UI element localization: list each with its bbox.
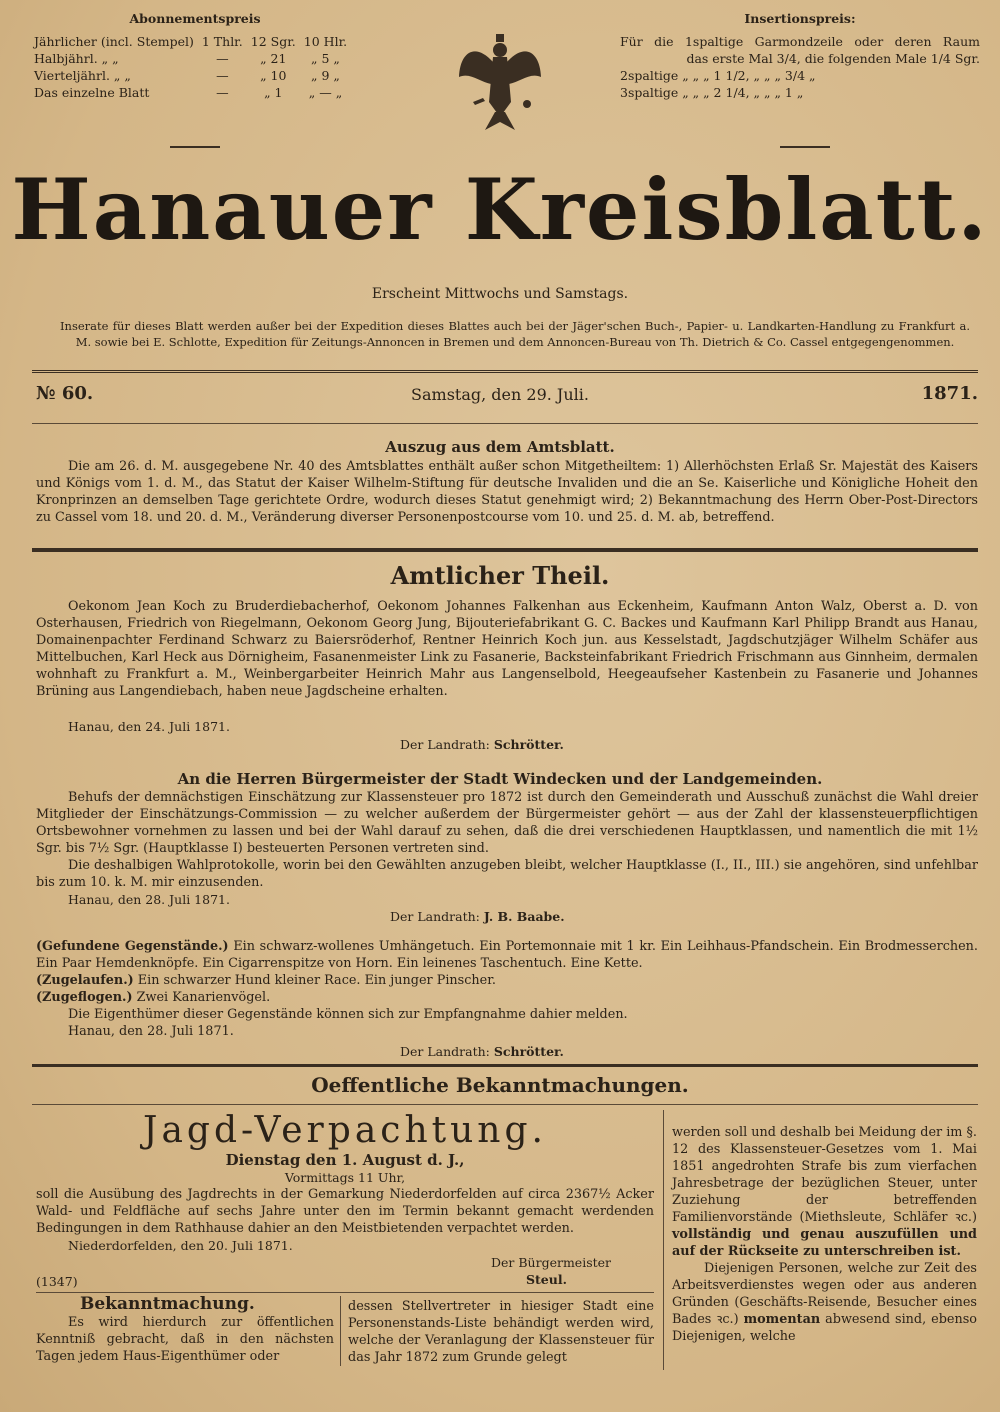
signature-label: Der Landrath: — [400, 1044, 490, 1059]
issue-year: 1871. — [921, 383, 978, 404]
dateline: Niederdorfelden, den 20. Juli 1871. — [68, 1238, 293, 1253]
jagd-title: Jagd-Verpachtung. — [143, 1110, 547, 1151]
subscription-row — [30, 33, 351, 50]
subscription-cell: Das einzelne Blatt — [34, 85, 150, 100]
subscription-cell: Vierteljährl. „ „ — [34, 68, 131, 83]
signature-name: Schrötter. — [493, 737, 564, 752]
bek-emphasis: vollständig und genau auszufüllen und auf der Rückseite zu unterschreiben ist. — [672, 1227, 977, 1259]
bek-text: abwesend sind, ebenso Diejenigen, welche — [672, 1312, 977, 1344]
found-text: Ein schwarz-wollenes Umhängetuch. Ein Portemonnaie mit 1 kr. Ein Leihhaus-Pfandschein. Ein Brodmesserchen. Ein Paar Hemdenknöpfe. Ein Cigarrenspitze von Horn. Ein leinenes Taschentuch. Eine Kette. — [36, 939, 978, 971]
bek-emphasis: momentan — [743, 1312, 821, 1327]
subscription-row — [30, 84, 351, 101]
signature-label: Der Bürgermeister — [491, 1255, 612, 1270]
dateline: Hanau, den 24. Juli 1871. — [68, 719, 230, 734]
tax-notice — [36, 789, 978, 908]
subscription-cell: 12 Sgr. — [250, 34, 296, 49]
subscription-cell: Jährlicher (incl. Stempel) — [34, 34, 194, 49]
eagle-icon — [455, 32, 545, 132]
subscription-title: Abonnementspreis — [129, 11, 261, 26]
column-divider — [340, 1296, 341, 1366]
signature-name: Schrötter. — [493, 1044, 564, 1059]
auszug-text: Die am 26. d. M. ausgegebene Nr. 40 des Amtsblattes enthält außer schon Mitgetheiltem: 1) Allerhöchsten Erlaß Sr. Majestät des Kaisers und Königs vom 1. d. M., das Statut der Kaiser Wilhelm-Stiftung für deutsche Invaliden und die an Se. Kaiserliche und Königliche Hoheit den Kronprinzen an demselben Tage gerichtete Ordre, wodurch dieses Statut genehmigt wird; 2) Bekanntmachung des Herrn Ober-Post-Directors zu Cassel vom 18. und 20. d. M., Veränderung diverser Personenpostcourse vom 10. und 25. d. M. ab, betreffend. — [36, 459, 978, 525]
subscription-cell: — — [216, 68, 229, 83]
divider — [36, 1292, 654, 1293]
insertion-line: das erste Mal 3/4, die folgenden Male 1/4 Sgr. — [686, 51, 980, 66]
fly-label: (Zugeflogen.) — [36, 990, 133, 1005]
bek-text: Es wird hierdurch zur öffentlichen Kenntniß gebracht, daß in den nächsten Tagen jedem Haus-Eigenthümer oder — [36, 1315, 334, 1364]
bek-title: Bekanntmachung. — [80, 1294, 255, 1314]
dateline: Hanau, den 28. Juli 1871. — [68, 892, 230, 907]
masthead-title: Hanauer Kreisblatt. — [11, 160, 989, 259]
subscription-cell: 1 Thlr. — [201, 34, 243, 49]
insertion-title: Insertionspreis: — [744, 11, 856, 26]
ornament-rule — [780, 146, 830, 148]
signature-label: Der Landrath: — [390, 909, 480, 924]
issue-date: Samstag, den 29. Juli. — [411, 385, 589, 404]
signature — [400, 736, 564, 753]
header-double-rule — [32, 370, 978, 376]
subscription-row — [30, 50, 351, 67]
auszug-heading: Auszug aus dem Amtsblatt. — [385, 438, 615, 456]
reference-number: (1347) — [36, 1274, 78, 1289]
subscription-cell: „ 10 — [260, 68, 287, 83]
signature-label: Der Landrath: — [400, 737, 490, 752]
insertion-line: 2spaltige „ „ „ 1 1/2, „ „ „ 3/4 „ — [620, 68, 816, 83]
subscription-cell: — — [216, 51, 229, 66]
run-label: (Zugelaufen.) — [36, 973, 134, 988]
jagd-notice — [36, 1110, 654, 1288]
column-divider — [663, 1110, 664, 1370]
issue-number: № 60. — [36, 383, 94, 404]
subscription-cell: „ 1 — [264, 85, 283, 100]
fly-text: Zwei Kanarienvögel. — [136, 990, 271, 1005]
section-heading-amtlich: Amtlicher Theil. — [390, 561, 610, 590]
section-heading-oeffentlich: Oeffentliche Bekanntmachungen. — [311, 1073, 689, 1097]
bek-text-col2: dessen Stellvertreter in hiesiger Stadt eine Personenstands-Liste behändigt werden wird, welche der Veranlagung der Klassensteuer für das Jahr 1872 zum Grunde gelegt — [348, 1299, 654, 1365]
signature — [400, 1043, 564, 1060]
tax-notice-text: Behufs der demnächstigen Einschätzung zur Klassensteuer pro 1872 ist durch den Gemeinderath und Ausschuß zunächst die Wahl dreier Mitglieder der Einschätzungs-Commission — zu welcher außerdem der Bürgermeister gehört — aus der Zahl der klassensteuerpflichtigen Ortsbewohner vornehmen zu lassen und bei der Wahl darauf zu sehen, daß die drei verschiedenen Hauptklassen, und namentlich die mit 1½ Sgr. bis 7½ Sgr. (Hauptklasse I) besteuerten Personen vertreten sind. — [36, 790, 978, 856]
subscription-cell: „ — „ — [308, 85, 343, 100]
signature-name: J. B. Baabe. — [483, 909, 565, 924]
divider — [32, 1104, 978, 1105]
bek-text-col3 — [672, 1124, 977, 1345]
divider — [32, 1064, 978, 1067]
subscription-row — [30, 67, 351, 84]
divider — [32, 548, 978, 552]
ornament-rule — [170, 146, 220, 148]
tax-notice-text: Die deshalbigen Wahlprotokolle, worin bei den Gewählten anzugeben bleibt, welcher Hauptklasse (I., II., III.) sie angehören, sind unfehlbar bis zum 10. k. M. mir einzusenden. — [36, 858, 978, 890]
run-text: Ein schwarzer Hund kleiner Race. Ein junger Pinscher. — [137, 973, 496, 988]
notice-heading-buergermeister: An die Herren Bürgermeister der Stadt Windecken und der Landgemeinden. — [177, 770, 823, 788]
inserate-note: Inserate für dieses Blatt werden außer bei der Expedition dieses Blattes auch bei der Jäger'schen Buch-, Papier- u. Landkarten-Handlung zu Frankfurt a. M. sowie bei E. Schlotte, Expedition für Zeitungs-Annoncen in Bremen und dem Annoncen-Bureau von Th. Dietrich & Co. Cassel entgegengenommen. — [60, 319, 970, 349]
signature — [390, 908, 565, 925]
jagd-text: soll die Ausübung des Jagdrechts in der Gemarkung Niederdorfelden auf circa 2367½ Acker Wald- und Feldfläche auf sechs Jahre unter den im Termin bekannt gemacht werdenden Bedingungen in dem Rathhause dahier an den Meistbietenden verpachtet werden. — [36, 1187, 654, 1236]
jagd-date: Dienstag den 1. August d. J., — [225, 1151, 465, 1169]
subscription-cell: „ 21 — [260, 51, 287, 66]
bek-text: werden soll und deshalb bei Meidung der im §. 12 des Klassensteuer-Gesetzes vom 1. Mai 1851 angedrohten Strafe bis zum vierfachen Jahresbetrage der bezüglichen Steuer, unter Zuziehung der betreffenden Familienvorstände (Miethsleute, Schläfer ꝛc.) — [672, 1125, 977, 1225]
subscription-price-box — [30, 10, 360, 101]
subscription-cell: „ 9 „ — [311, 68, 340, 83]
bekanntmachung — [36, 1294, 334, 1365]
jagd-time: Vormittags 11 Uhr, — [284, 1170, 406, 1185]
dateline: Hanau, den 28. Juli 1871. — [68, 1024, 234, 1039]
bek-text: Diejenigen Personen, welche zur Zeit des Arbeitsverdienstes wegen oder aus anderen Gründen (Geschäfts-Reisende, Besucher eines Bades ꝛc.) — [672, 1261, 977, 1327]
subscription-cell: „ 5 „ — [311, 51, 340, 66]
divider — [32, 423, 978, 424]
appearance-note: Erscheint Mittwochs und Samstags. — [371, 286, 629, 302]
subscription-cell: Halbjährl. „ „ — [34, 51, 119, 66]
insertion-price-box — [620, 10, 980, 101]
signature-name: Steul. — [526, 1272, 567, 1287]
insertion-line: Für die 1spaltige Garmondzeile oder deren Raum — [620, 34, 980, 49]
insertion-line: 3spaltige „ „ „ 2 1/4, „ „ „ 1 „ — [620, 85, 804, 100]
hunting-permits-text: Oekonom Jean Koch zu Bruderdiebacherhof, Oekonom Johannes Falkenhan aus Eckenheim, Kaufmann Anton Walz, Oberst a. D. von Osterhausen, Friedrich von Riegelmann, Oekonom Georg Jung, Bijouteriefabrikant G. C. Backes und Kaufmann Karl Philipp Brandt aus Hanau, Domainenpachter Ferdinand Schwarz zu Baiersröderhof, Rentner Heinrich Koch jun. aus Kesselstadt, Jagdschutzjäger Wilhelm Schäfer aus Mittelbuchen, Karl Heck aus Dörnigheim, Fasanenmeister Link zu Fasanerie, Backsteinfabrikant Friedrich Frischmann aus Ginnheim, dermalen wohnhaft zu Frankfurt a. M., Weinbergarbeiter Heinrich Mahr aus Langenselbold, Heegeaufseher Kastenbein zu Fasanerie und Johannes Brüning aus Langendiebach, haben neue Jagdscheine erhalten. — [36, 599, 978, 699]
subscription-table — [30, 33, 351, 101]
found-items-notice — [36, 938, 978, 1040]
found-label: (Gefundene Gegenstände.) — [36, 939, 229, 954]
owners-text: Die Eigenthümer dieser Gegenstände können sich zur Empfangnahme dahier melden. — [68, 1007, 628, 1022]
subscription-cell: 10 Hlr. — [303, 34, 348, 49]
subscription-cell: — — [216, 85, 229, 100]
